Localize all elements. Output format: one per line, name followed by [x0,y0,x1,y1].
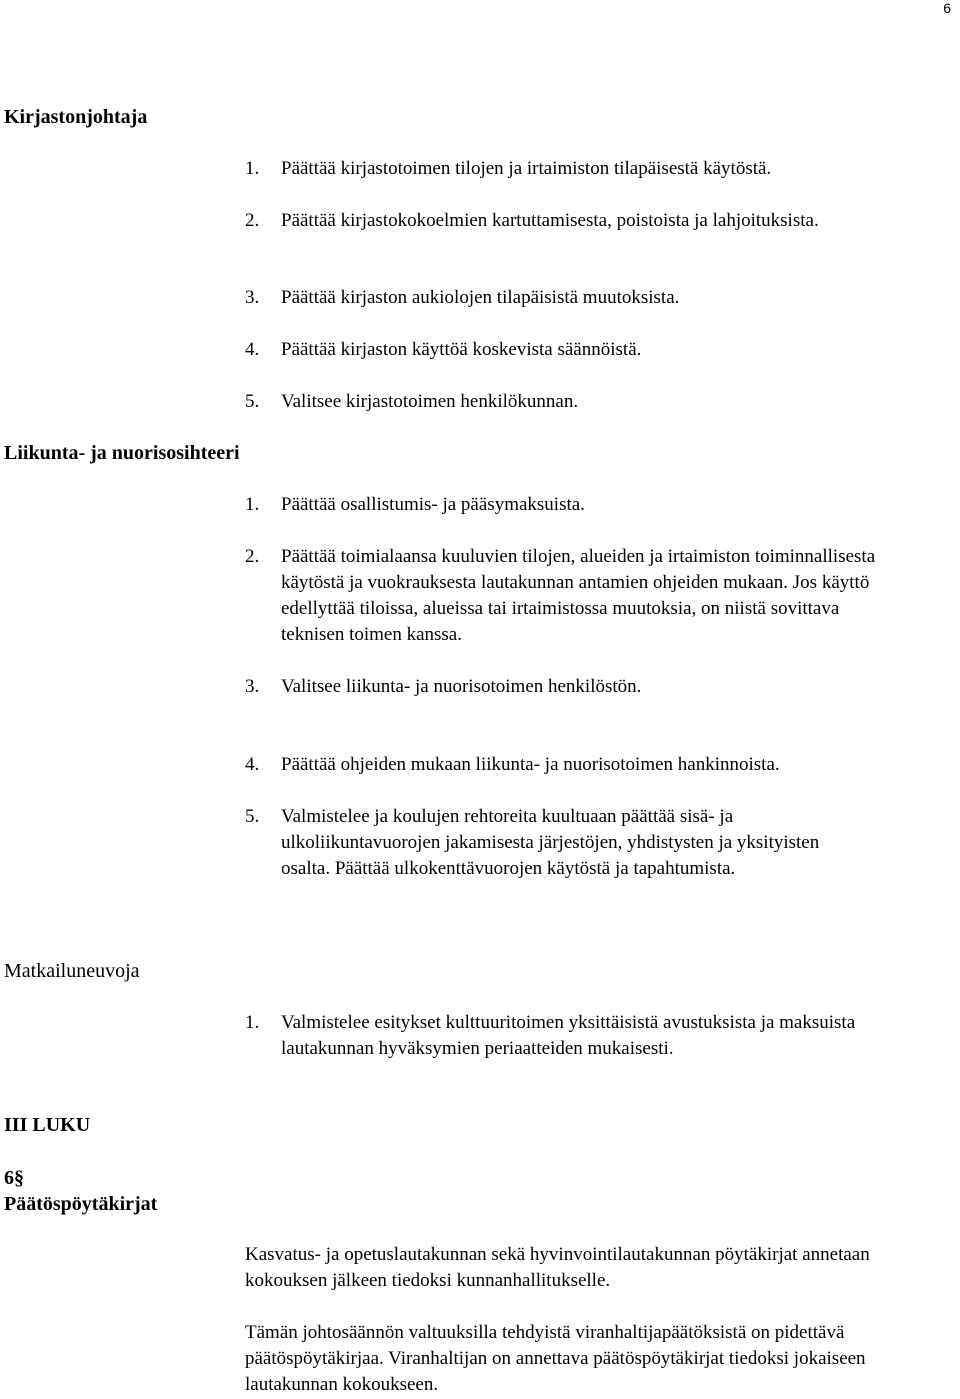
item-text: Päättää kirjaston aukiolojen tilapäisistä muutoksista. [281,287,680,308]
list-item [245,285,885,311]
item-text: Valitsee kirjastotoimen henkilökunnan. [281,391,579,412]
section-title: Päätöspöytäkirjat [4,1193,158,1215]
list-item [245,544,905,648]
list-item [245,389,885,415]
list-item [245,337,885,363]
chapter-title: III LUKU [4,1114,91,1136]
section-number: 6§ [4,1167,24,1189]
list-item [245,752,905,778]
page-number: 6 [943,0,951,16]
list-item [245,1010,905,1062]
list-item [245,674,885,700]
item-number: 4. [245,754,260,775]
paragraph: Kasvatus- ja opetuslautakunnan sekä hyvinvointilautakunnan pöytäkirjat annetaan kokouksen jälkeen tiedoksi kunnanhallitukselle. [245,1244,870,1291]
item-text: Päättää ohjeiden mukaan liikunta- ja nuorisotoimen hankinnoista. [281,754,780,775]
item-number: 1. [245,158,260,179]
item-text: Päättää kirjastokokoelmien kartuttamisesta, poistoista ja lahjoituksista. [281,210,819,231]
item-text: Valmistelee esitykset kulttuuritoimen yksittäisistä avustuksista ja maksuista lautakunnan hyväksymien periaatteiden mukaisesti. [281,1012,856,1059]
section-heading-matkailuneuvoja: Matkailuneuvoja [4,960,140,982]
item-number: 3. [245,676,260,697]
item-number: 1. [245,494,260,515]
paragraph: Tämän johtosäännön valtuuksilla tehdyistä viranhaltijapäätöksistä on pidettävä päätöspöytäkirjaa. Viranhaltijan on annettava päätöspöytäkirjat tiedoksi jokaiseen lautakunnan kokoukseen. [245,1322,866,1395]
item-text: Valmistelee ja koulujen rehtoreita kuultuaan päättää sisä- ja ulkoliikuntavuorojen jakamisesta järjestöjen, yhdistysten ja yksityisten osalta. Päättää ulkokenttävuorojen käytöstä ja tapahtumista. [281,806,820,879]
item-number: 2. [245,210,260,231]
item-number: 3. [245,287,260,308]
item-text: Valitsee liikunta- ja nuorisotoimen henkilöstön. [281,676,642,697]
item-text: Päättää kirjastotoimen tilojen ja irtaimiston tilapäisestä käytöstä. [281,158,772,179]
item-text: Päättää toimialaansa kuuluvien tilojen, alueiden ja irtaimiston toiminnallisesta käytöstä ja vuokrauksesta lautakunnan antamien ohjeiden mukaan. Jos käyttö edellyttää tiloissa, alueissa tai irtaimistossa muutoksia, on niistä sovittava teknisen toimen kanssa. [281,546,876,645]
list-item [245,156,885,182]
list-item [245,208,825,234]
item-text: Päättää kirjaston käyttöä koskevista säännöistä. [281,339,642,360]
list-item [245,804,855,882]
item-number: 1. [245,1012,260,1033]
section-heading-liikunta-ja-nuorisosihteeri: Liikunta- ja nuorisosihteeri [4,442,240,464]
item-number: 4. [245,339,260,360]
item-text: Päättää osallistumis- ja pääsymaksuista. [281,494,585,515]
item-number: 5. [245,806,260,827]
section-heading-kirjastonjohtaja: Kirjastonjohtaja [4,106,148,128]
item-number: 5. [245,391,260,412]
list-item [245,492,885,518]
item-number: 2. [245,546,260,567]
